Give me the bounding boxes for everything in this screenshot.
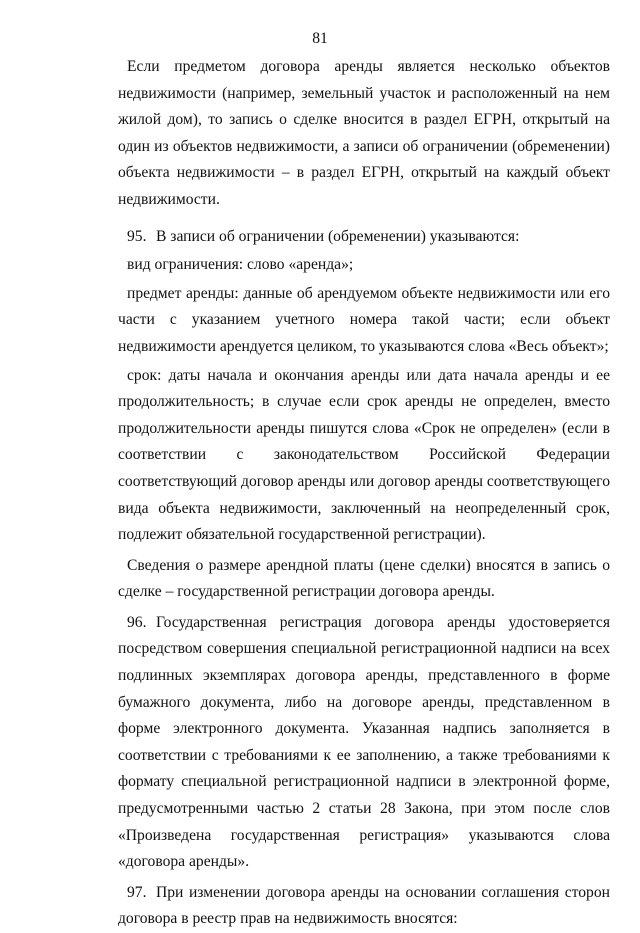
paragraph (118, 281, 610, 361)
paragraph (118, 252, 610, 279)
paragraph-text: Государственная регистрация договора аренды удостоверяется посредством совершения специальной регистрационной надписи на всех подлинных экземплярах договора аренды, представленного в форме бумажного документа, либо на договоре аренды, представленном в форме электронного документа. Указанная надпись заполняется в соответствии с требованиями к ее заполнению, а также требованиями к формату специальной регистрационной надписи в электронной форме, предусмотренными частью 2 статьи 28 Закона, при этом после слов «Произведена государственная регистрация» указываются слова «договора аренды». (118, 613, 610, 871)
paragraph-text: срок: даты начала и окончания аренды или дата начала аренды и ее продолжительность; в случае если срок аренды не определен, вместо продолжительности аренды пишутся слова «Срок не определен» (если в соответствии с законодательством Российской Федерации соответствующий договор аренды или договор аренды соответствующего вида объекта недвижимости, заключенный на неопределенный срок, подлежит обязательной государственной регистрации). (118, 366, 610, 544)
paragraph-text: предмет аренды: данные об арендуемом объекте недвижимости или его части с указанием учетного номера такой части; если объект недвижимости арендуется целиком, то указываются слова «Весь объект»; (118, 284, 610, 355)
page-number: 81 (312, 30, 328, 47)
paragraph-number: 96. (127, 613, 147, 631)
paragraph-text: В записи об ограничении (обременении) указываются: (156, 227, 520, 245)
paragraph-96 (118, 610, 610, 876)
paragraph-97 (118, 880, 610, 933)
paragraph-text: Если предметом договора аренды является несколько объектов недвижимости (например, земельный участок и расположенный на нем жилой дом), то запись о сделке вносится в раздел ЕГРН, открытый на один из объектов недвижимости, а записи об ограничении (обременении) объекта недвижимости – в раздел ЕГРН, открытый на каждый объект недвижимости. (118, 58, 610, 208)
paragraph-number: 95. (127, 227, 147, 245)
paragraph-text: При изменении договора аренды на основании соглашения сторон договора в реестр прав на недвижимость вносятся: (118, 883, 610, 928)
paragraph (118, 553, 610, 606)
document-body (118, 54, 610, 933)
paragraph-text: вид ограничения: слово «аренда»; (127, 256, 354, 274)
paragraph-number: 97. (127, 883, 147, 901)
paragraph (118, 54, 610, 214)
paragraph-text: Сведения о размере арендной платы (цене сделки) вносятся в запись о сделке – государственной регистрации договора аренды. (118, 556, 610, 601)
paragraph-95 (118, 224, 610, 251)
paragraph (118, 363, 610, 549)
